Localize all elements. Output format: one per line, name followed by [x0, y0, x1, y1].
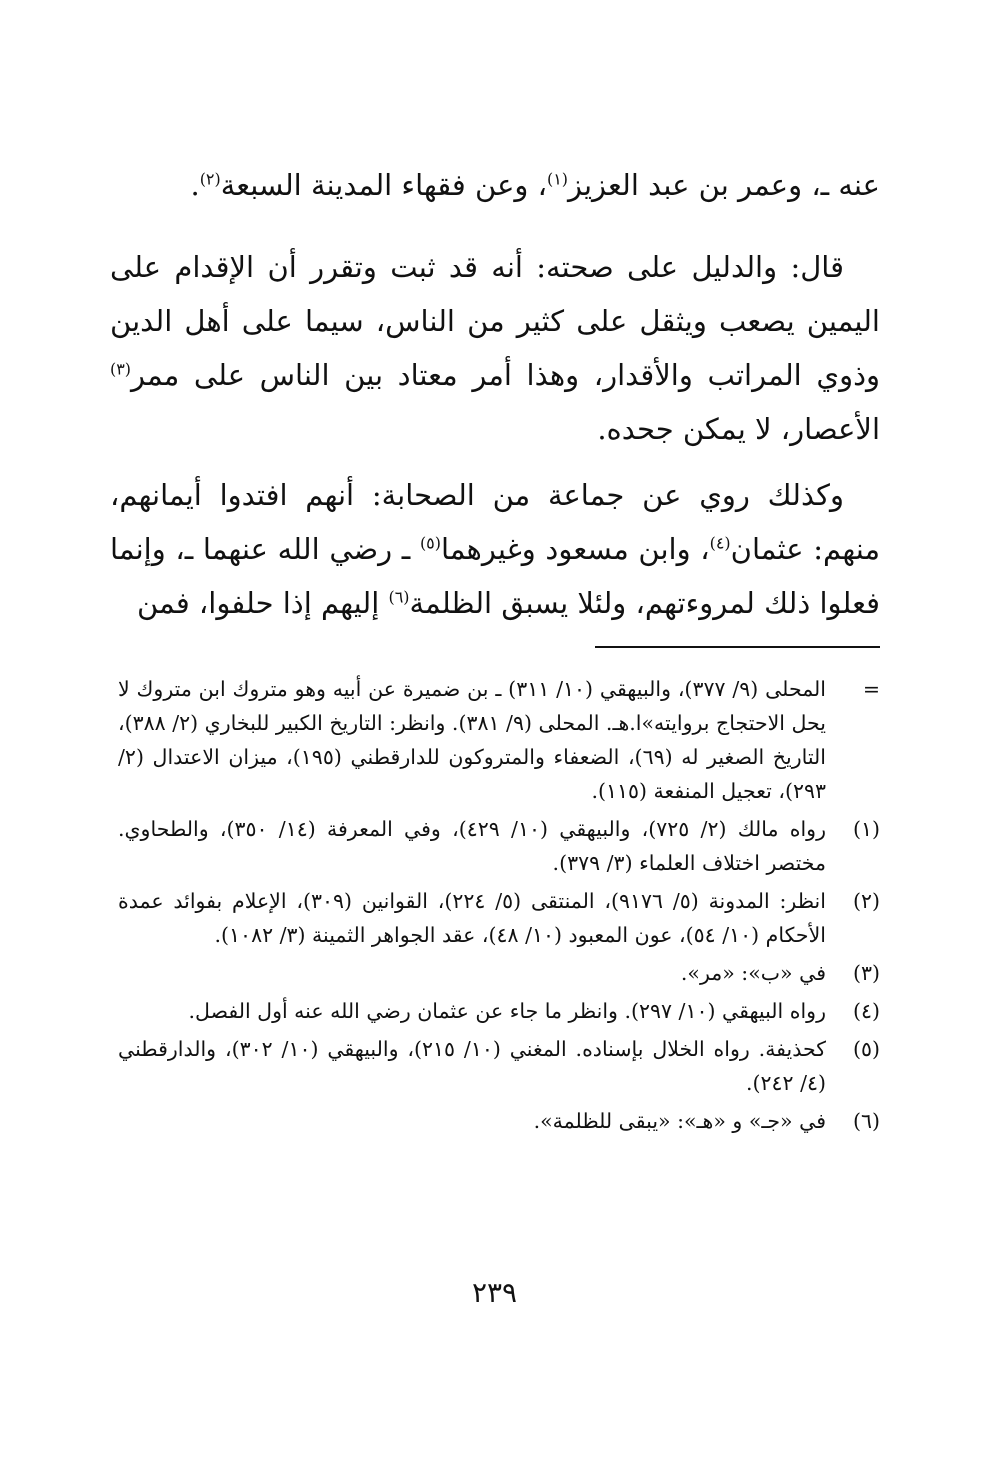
footnote-text: كحذيفة. رواه الخلال بإسناده. المغني (١٠/ ٢١٥)، والبيهقي (١٠/ ٣٠٢)، والدارقطني (٤/ ٢٤٢). — [118, 1037, 827, 1095]
footnote-number: = — [862, 677, 880, 701]
footnote-ref-1[interactable]: (١) — [546, 169, 568, 189]
footnote-4 — [118, 994, 880, 1028]
footnote-text: رواه البيهقي (١٠/ ٢٩٧). وانظر ما جاء عن عثمان رضي الله عنه أول الفصل. — [188, 999, 826, 1023]
footnote-number: (٦) — [852, 1109, 880, 1133]
footnote-text: المحلى (٩/ ٣٧٧)، والبيهقي (١٠/ ٣١١) ـ بن ضميرة عن أبيه وهو متروك ابن متروك لا يحل الاحتجاج بروايته»ا.هـ. المحلى (٩/ ٣٨١). وانظر: التاريخ الكبير للبخاري (٢/ ٣٨٨)، التاريخ الصغير له (٦٩)، الضعفاء والمتروكون للدارقطني (١٩٥)، ميزان الاعتدال (٢/ ٢٩٣)، تعجيل المنفعة (١١٥). — [118, 677, 826, 803]
paragraph-text: ، وابن مسعود وغيرهما — [440, 532, 710, 566]
paragraph-2 — [110, 240, 880, 456]
footnote-ref-5[interactable]: (٥) — [419, 533, 441, 553]
paragraph-text: قال: والدليل على صحته: أنه قد ثبت وتقرر أن الإقدام على اليمين يصعب ويثقل على كثير من الناس، سيما على أهل الدين وذوي المراتب والأقدار، وهذا أمر معتاد بين الناس على ممر — [110, 250, 880, 392]
paragraph-text: عنه ـ، وعمر بن عبد العزيز — [567, 168, 880, 202]
footnote-ref-2[interactable]: (٢) — [199, 169, 221, 189]
footnote-ref-4[interactable]: (٤) — [709, 533, 731, 553]
footnote-text: انظر: المدونة (٥/ ٩١٧٦)، المنتقى (٥/ ٢٢٤)، القوانين (٣٠٩)، الإعلام بفوائد عمدة الأحكام (١٠/ ٥٤)، عون المعبود (١٠/ ٤٨)، عقد الجواهر الثمينة (٣/ ١٠٨٢). — [118, 889, 826, 947]
paragraph-text: ، وعن فقهاء المدينة السبعة — [220, 168, 547, 202]
footnote-divider — [595, 646, 880, 648]
paragraph-3 — [110, 468, 880, 630]
footnote-number: (٤) — [852, 999, 880, 1023]
footnote-continued — [118, 672, 880, 808]
footnote-number: (٥) — [852, 1037, 880, 1061]
footnote-number: (١) — [852, 817, 880, 841]
footnote-3 — [118, 956, 880, 990]
footnote-text: رواه مالك (٢/ ٧٢٥)، والبيهقي (١٠/ ٤٢٩)، وفي المعرفة (١٤/ ٣٥٠)، والطحاوي. مختصر اختلاف العلماء (٣/ ٣٧٩). — [118, 817, 826, 875]
paragraph-text: . — [190, 168, 200, 202]
footnote-ref-6[interactable]: (٦) — [388, 587, 410, 607]
footnote-number: (٢) — [852, 889, 880, 913]
footnote-text: في «ب»: «مر». — [680, 961, 826, 985]
paragraph-text: إليهم إذا حلفوا، فمن — [136, 586, 389, 620]
paragraph-text: وكذلك روي عن جماعة من الصحابة: أنهم افتدوا أيمانهم، منهم: عثمان — [110, 478, 880, 566]
paragraph-text: ـ رضي الله عنهما ـ، وإنما فعلوا ذلك لمروءتهم، ولئلا يسبق الظلمة — [110, 532, 880, 620]
footnote-5 — [118, 1032, 880, 1100]
footnote-6 — [118, 1104, 880, 1138]
footnote-ref-3[interactable]: (٣) — [110, 359, 131, 379]
paragraph-text: الأعصار، لا يمكن جحده. — [597, 412, 880, 446]
paragraph-1 — [110, 158, 880, 212]
footnote-1 — [118, 812, 880, 880]
page-number: ٢٣٩ — [471, 1276, 518, 1309]
footnotes — [118, 672, 880, 1142]
footnote-2 — [118, 884, 880, 952]
footnote-text: في «جـ» و «هـ»: «يبقى للظلمة». — [533, 1109, 826, 1133]
footnote-number: (٣) — [852, 961, 880, 985]
